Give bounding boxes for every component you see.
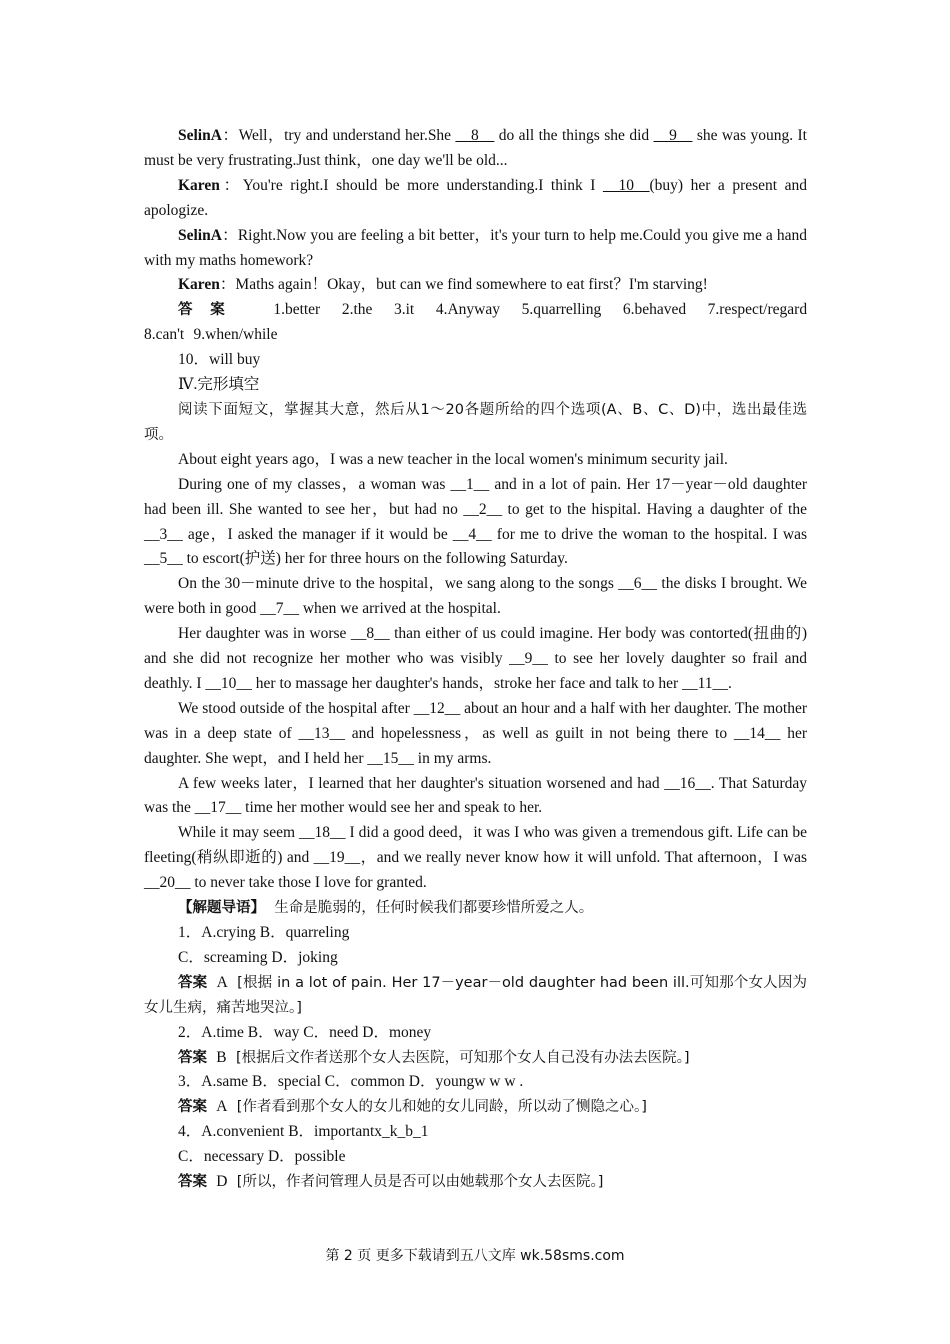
passage-paragraph: During one of my classes，a woman was __1__ and in a lot of pain. Her 17－year－old daughter had been ill. She wanted to see her，but had no __2__ to get to the hispital. Having a daughter of the __3__ age，I asked the manager if it would be __4__ for me to drive the woman to the hospital. I was __5__ to escort(护送) her for three hours on the following Saturday. (144, 475, 807, 568)
guide-text: 生命是脆弱的，任何时候我们都要珍惜所爱之人。 (274, 900, 594, 917)
document-body (144, 124, 807, 1195)
question-options: 4．A.convenient B．importantx_k_b_1 (178, 1123, 429, 1141)
passage-paragraph: On the 30－minute drive to the hospital，we sang along to the songs __6__ the disks I brought. We were both in good __7__ when we arrived at the hospital. (144, 575, 807, 618)
solution-guide (144, 896, 807, 921)
question-answer: 答案 B [根据后文作者送那个女人去医院，可知那个女人自己没有办法去医院。] (178, 1048, 690, 1066)
blank-8: __8__ (455, 127, 495, 144)
passage-paragraph: While it may seem __18__ I did a good deed，it was I who was given a tremendous gift. Life can be fleeting(稍纵即逝的) and __19__，and we really never know how it will unfold. That afternoon，I was __20__ to never take those I love for granted. (144, 824, 807, 892)
question-options: 2．A.time B．way C．need D．money (178, 1023, 432, 1041)
instruction-text: 阅读下面短文，掌握其大意，然后从1～20各题所给的四个选项(A、B、C、D)中，选出最佳选项。 (144, 401, 807, 443)
answer-key-cont: 8.can't 9.when/while (144, 326, 278, 344)
answer-label: 答案 (178, 302, 243, 319)
question-answer: 答案 A [作者看到那个女人的女儿和她的女儿同龄，所以动了恻隐之心。] (178, 1098, 647, 1116)
dialogue-line-selina-1: SelinA：Well，try and understand her.She __8__ do all the things she did __9__ she was young. It must be very frustrating.Just think，one day we'll be old... (144, 127, 807, 169)
question-options: 3．A.same B．special C．common D．youngw w w . (178, 1073, 524, 1091)
dialogue-line-karen-1: Karen：You're right.I should be more understanding.I think I __10__(buy) her a present and apologize. (144, 176, 807, 219)
question-answer: 答案 D [所以，作者问管理人员是否可以由她载那个女人去医院。] (178, 1173, 604, 1191)
passage-paragraph: We stood outside of the hospital after __12__ about an hour and a half with her daughter. The mother was in a deep state of __13__ and hopelessness，as well as guilt in not being there to __14__ her daughter. She wept，and I held her __15__ in my arms. (144, 699, 807, 767)
blank-9: __9__ (653, 127, 693, 144)
speaker-name: Karen (178, 276, 220, 294)
passage-paragraph: A few weeks later，I learned that her daughter's situation worsened and had __16__. That Saturday was the __17__ time her mother would see her and speak to her. (144, 774, 807, 817)
speaker-name: SelinA (178, 127, 222, 144)
question-options: C．necessary D．possible (178, 1148, 346, 1166)
passage-paragraph: Her daughter was in worse __8__ than either of us could imagine. Her body was contorted(扭曲的) and she did not recognize her mother who was visibly __9__ to see her lovely daughter so frail and deathly. I __10__ her to massage her daughter's hands，stroke her face and talk to her __11__. (144, 625, 807, 692)
speaker-name: Karen (178, 176, 220, 194)
section-title: Ⅳ.完形填空 (178, 376, 260, 394)
question-options: C．screaming D．joking (178, 948, 338, 966)
speaker-name: SelinA (178, 226, 222, 244)
dialogue-line-selina-2: SelinA：Right.Now you are feeling a bit better，it's your turn to help me.Could you give me a hand with my maths homework? (144, 226, 807, 269)
guide-label: 【解题导语】 (178, 900, 265, 917)
answer-key: 答案 1.better 2.the 3.it 4.Anyway 5.quarrelling 6.behaved 7.respect/regard (178, 301, 808, 319)
dialogue-line-karen-2: Karen：Maths again！Okay，but can we find somewhere to eat first？I'm starving! (178, 276, 708, 294)
question-options: 1．A.crying B．quarreling (178, 924, 350, 941)
question-answer: 答案 A [根据 in a lot of pain. Her 17－year－old daughter had been ill.可知那个女人因为女儿生病，痛苦地哭泣。] (144, 973, 807, 1016)
passage-paragraph: About eight years ago，I was a new teacher in the local women's minimum security jail. (178, 450, 728, 468)
answer-key-last: 10．will buy (178, 351, 261, 369)
blank-10: __10__ (602, 176, 650, 194)
page-footer: 第 2 页 更多下载请到五八文库 wk.58sms.com (325, 1248, 625, 1264)
